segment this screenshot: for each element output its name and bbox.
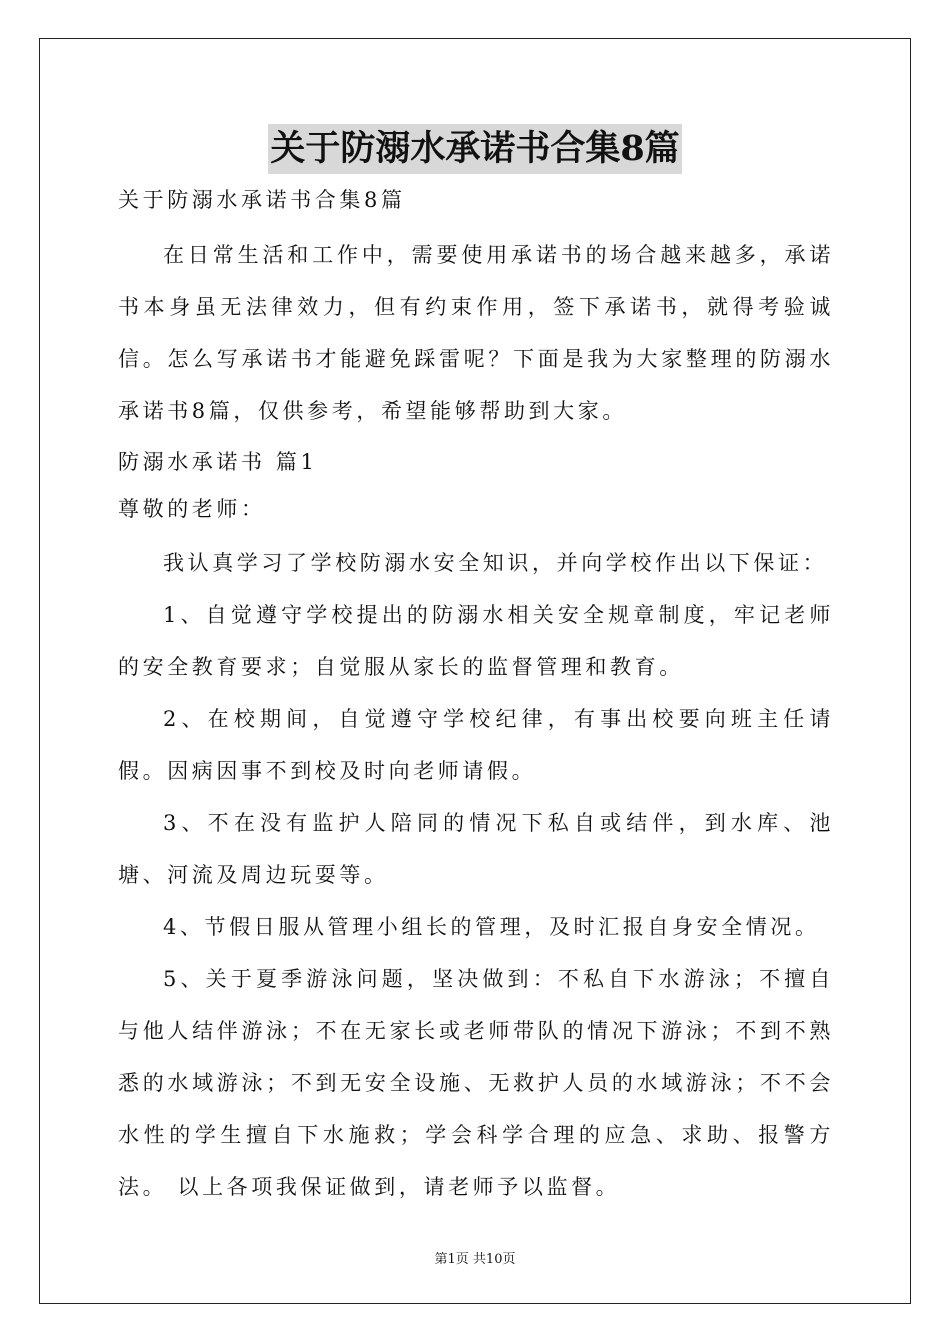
title-area <box>0 124 950 174</box>
body-paragraph: 4、节假日服从管理小组长的管理，及时汇报自身安全情况。 <box>163 915 820 939</box>
section-heading: 防溺水承诺书 篇1 <box>118 450 318 474</box>
body-paragraph: 3、不在没有监护人陪同的情况下私自或结伴，到水库、池塘、河流及周边玩耍等。 <box>118 811 834 887</box>
salutation: 尊敬的老师： <box>118 497 266 521</box>
document-subtitle: 关于防溺水承诺书合集8篇 <box>118 188 406 212</box>
document-title: 关于防溺水承诺书合集8篇 <box>268 124 681 174</box>
body-paragraph: 2、在校期间，自觉遵守学校纪律，有事出校要向班主任请假。因病因事不到校及时向老师请假。 <box>118 707 834 783</box>
page-footer <box>0 1248 950 1267</box>
body-paragraph: 我认真学习了学校防溺水安全知识，并向学校作出以下保证： <box>163 551 828 575</box>
body-paragraph: 5、关于夏季游泳问题，坚决做到：不私自下水游泳；不擅自与他人结伴游泳；不在无家长或老师带队的情况下游泳；不到不熟悉的水域游泳；不到无安全设施、无救护人员的水域游泳；不不会水性的学生擅自下水施救；学会科学合理的应急、求助、报警方法。 以上各项我保证做到，请老师予以监督。 <box>118 967 834 1199</box>
page-number: 第1页 共10页 <box>434 1252 516 1267</box>
intro-paragraph: 在日常生活和工作中，需要使用承诺书的场合越来越多，承诺书本身虽无法律效力，但有约束作用，签下承诺书，就得考验诚信。怎么写承诺书才能避免踩雷呢？下面是我为大家整理的防溺水承诺书8篇，仅供参考，希望能够帮助到大家。 <box>118 243 834 423</box>
document-body <box>118 178 834 1213</box>
body-paragraph: 1、自觉遵守学校提出的防溺水相关安全规章制度，牢记老师的安全教育要求；自觉服从家长的监督管理和教育。 <box>118 603 834 679</box>
